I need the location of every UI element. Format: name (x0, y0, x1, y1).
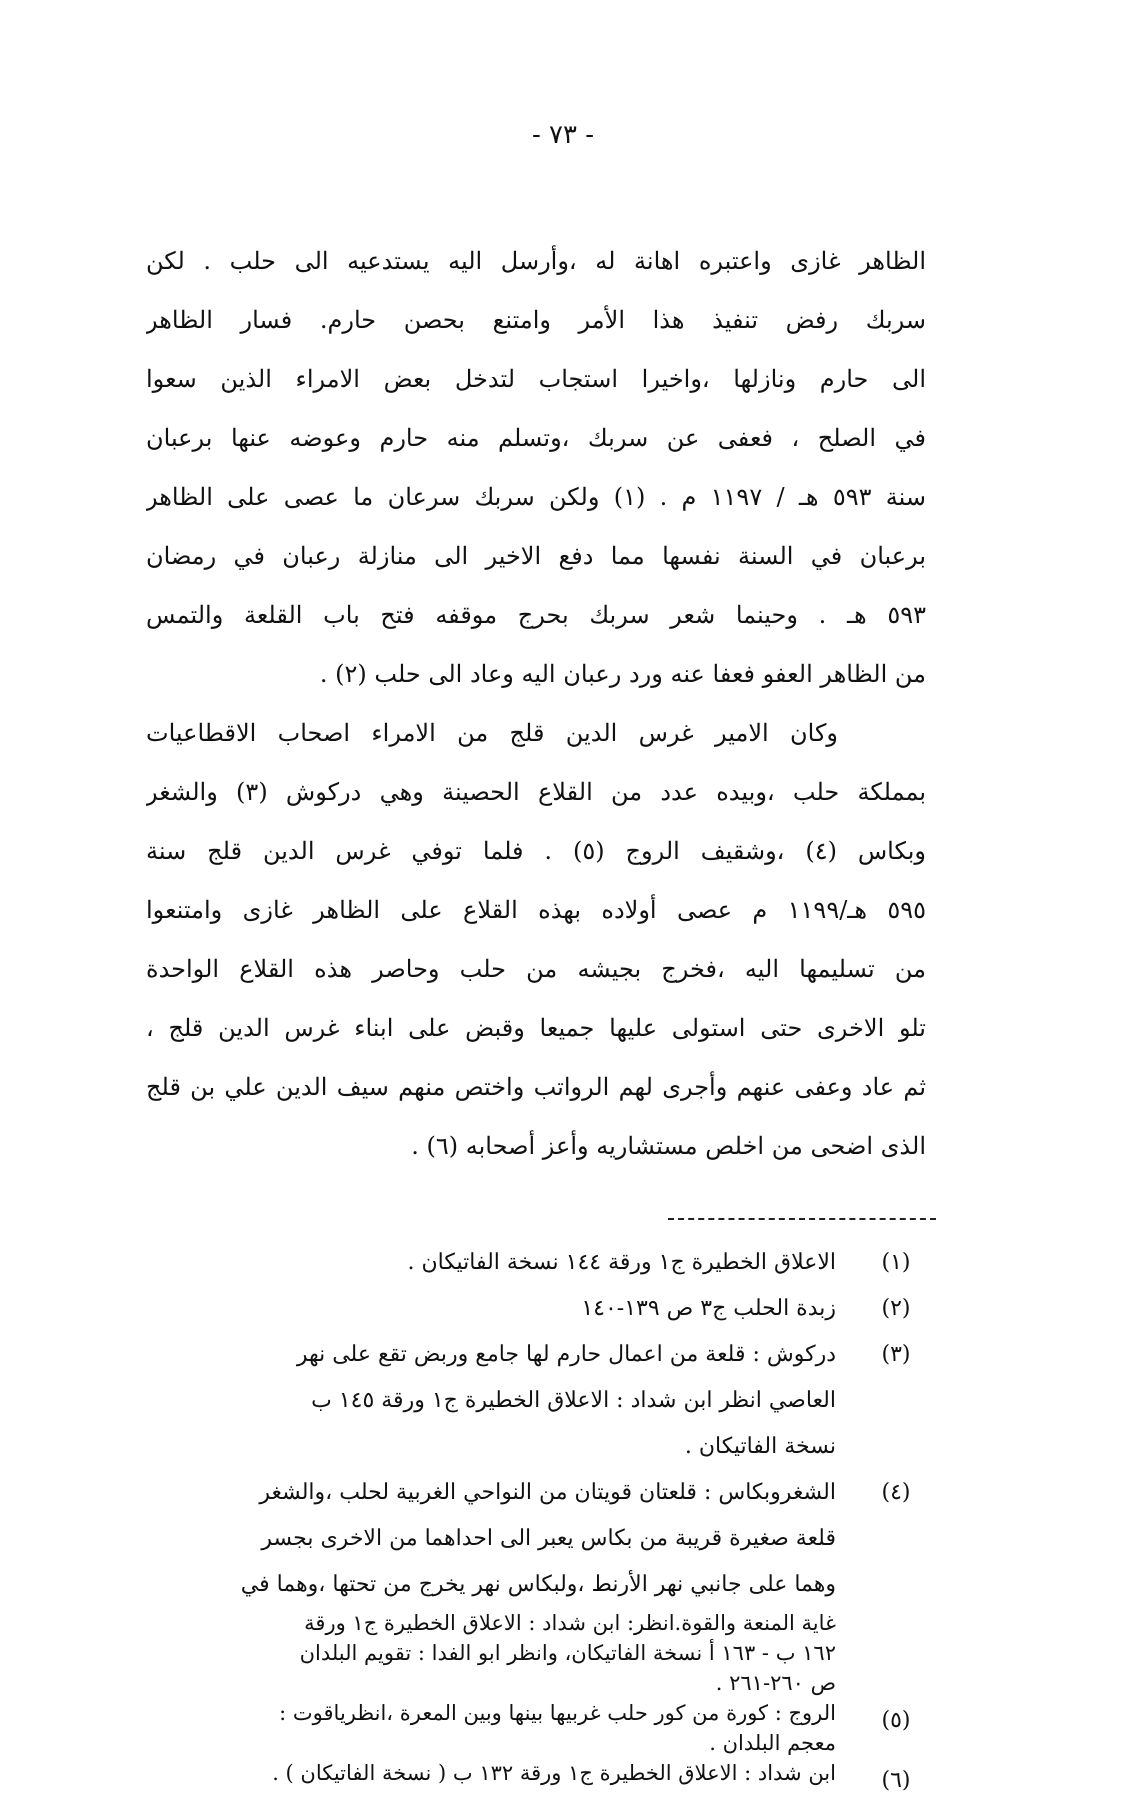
footnote-marker: (١) (881, 1250, 911, 1275)
footnote-separator (668, 1218, 936, 1220)
footnote-line: نسخة الفاتيكان . (684, 1434, 836, 1459)
footnote-line: الاعلاق الخطيرة ج١ ورقة ١٤٤ نسخة الفاتيكان . (407, 1250, 836, 1275)
footnote-marker: (٢) (881, 1296, 911, 1321)
footnote-marker: (٤) (881, 1480, 911, 1505)
body-line: ٥٩٣ هـ . وحينما شعر سربك بحرج موقفه فتح باب القلعة والتمس (146, 601, 926, 629)
footnotes (136, 1240, 926, 1793)
footnote-marker: (٦) (881, 1768, 911, 1793)
body-line: ثم عاد وعفى عنهم وأجرى لهم الرواتب واختص منهم سيف الدين علي بن قلج (146, 1073, 926, 1101)
body-line: في الصلح ، فعفى عن سربك ،وتسلم منه حارم وعوضه عنها برعبان (146, 424, 926, 452)
footnote-line: ابن شداد : الاعلاق الخطيرة ج١ ورقة ١٣٢ ب ( نسخة الفاتيكان ) . (272, 1761, 836, 1785)
footnote-line: العاصي انظر ابن شداد : الاعلاق الخطيرة ج١ ورقة ١٤٥ ب (311, 1388, 836, 1413)
body-text (146, 232, 926, 1176)
footnote-line: وهما على جانبي نهر الأرنط ،ولبكاس نهر يخرج من تحتها ،وهما في (240, 1572, 836, 1597)
body-line: الى حارم ونازلها ،واخيرا استجاب لتدخل بعض الامراء الذين سعوا (146, 365, 926, 393)
body-line: الذى اضحى من اخلص مستشاريه وأعز أصحابه (٦) . (411, 1132, 926, 1160)
footnote-1 (136, 1240, 926, 1286)
body-line: ٥٩٥ هـ/١١٩٩ م عصى أولاده بهذه القلاع على الظاهر غازى وامتنعوا (146, 896, 926, 924)
body-line: الظاهر غازى واعتبره اهانة له ،وأرسل اليه يستدعيه الى حلب . لكن (146, 247, 926, 275)
footnote-5 (136, 1698, 926, 1758)
footnote-2 (136, 1286, 926, 1332)
footnote-line: معجم البلدان . (709, 1731, 836, 1755)
body-line: وكان الامير غرس الدين قلج من الامراء اصحاب الاقطاعيات (146, 719, 838, 747)
footnote-line: ١٦٢ ب - ١٦٣ أ نسخة الفاتيكان، وانظر ابو الفدا : تقويم البلدان (299, 1641, 836, 1665)
footnote-line: دركوش : قلعة من اعمال حارم لها جامع وربض تقع على نهر (296, 1342, 836, 1367)
footnote-line: قلعة صغيرة قريبة من بكاس يعبر الى احداهما من الاخرى بجسر (261, 1526, 836, 1551)
body-line: وبكاس (٤) ،وشقيف الروج (٥) . فلما توفي غرس الدين قلج سنة (146, 837, 926, 865)
body-line: تلو الاخرى حتى استولى عليها جميعا وقبض على ابناء غرس الدين قلج ، (146, 1014, 926, 1042)
footnote-3 (136, 1332, 926, 1470)
body-line: من الظاهر العفو فعفا عنه ورد رعبان اليه وعاد الى حلب (٢) . (319, 660, 926, 688)
footnote-line: زبدة الحلب ج٣ ص ١٣٩-١٤٠ (581, 1296, 836, 1321)
footnote-6 (136, 1758, 926, 1793)
footnote-4 (136, 1470, 926, 1698)
footnote-line: الروج : كورة من كور حلب غربيها بينها وبين المعرة ،انظرياقوت : (279, 1701, 836, 1725)
footnote-line: غاية المنعة والقوة.انظر: ابن شداد : الاعلاق الخطيرة ج١ ورقة (304, 1611, 836, 1635)
body-line: سربك رفض تنفيذ هذا الأمر وامتنع بحصن حارم. فسار الظاهر (146, 306, 926, 334)
footnote-marker: (٣) (881, 1342, 911, 1367)
body-line: برعبان في السنة نفسها مما دفع الاخير الى منازلة رعبان في رمضان (146, 542, 926, 570)
page-number: - ٧٣ - (531, 120, 595, 150)
body-line: من تسليمها اليه ،فخرج بجيشه من حلب وحاصر هذه القلاع الواحدة (146, 955, 926, 983)
body-line: سنة ٥٩٣ هـ / ١١٩٧ م . (١) ولكن سربك سرعان ما عصى على الظاهر (146, 483, 926, 511)
body-line: بمملكة حلب ،وبيده عدد من القلاع الحصينة وهي دركوش (٣) والشغر (146, 778, 926, 806)
footnote-marker: (٥) (881, 1708, 911, 1733)
footnote-line: الشغروبكاس : قلعتان قويتان من النواحي الغربية لحلب ،والشغر (259, 1480, 836, 1505)
footnote-line: ص ٢٦٠-٢٦١ . (715, 1671, 836, 1695)
